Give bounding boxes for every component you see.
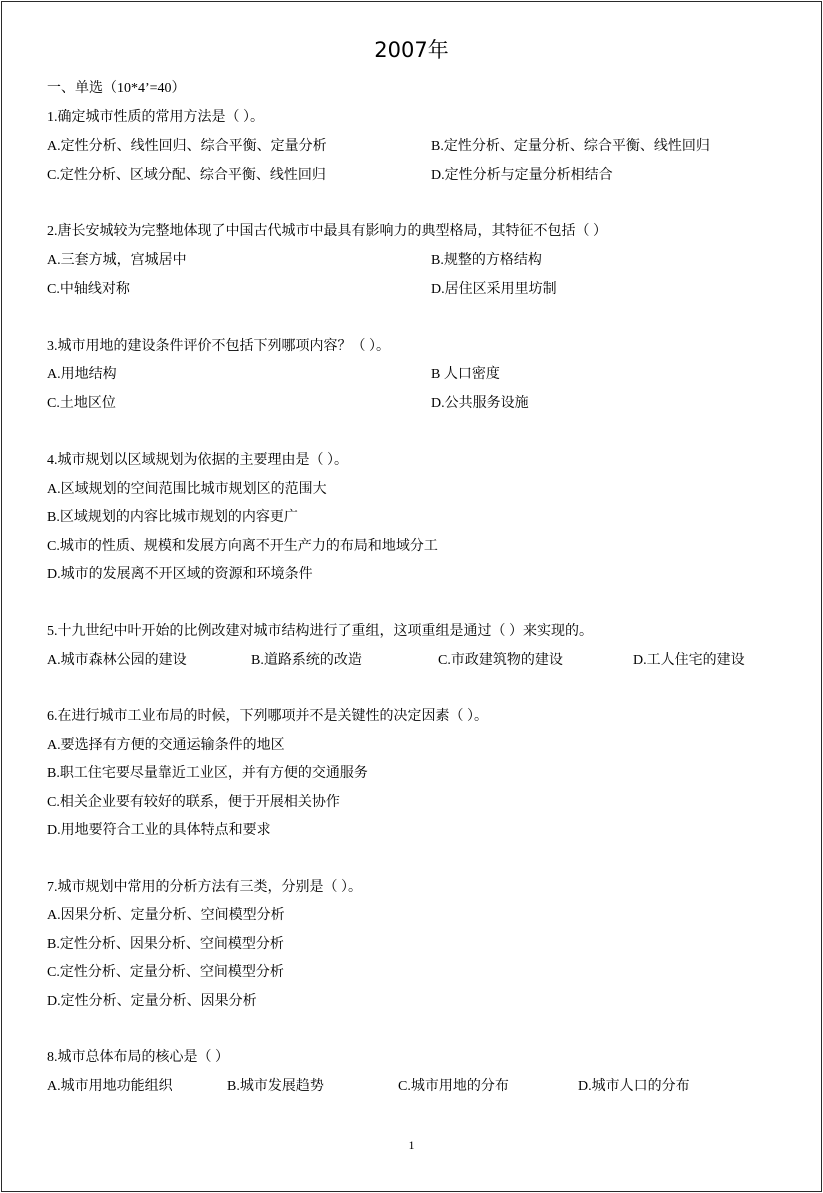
question-8-option-d: D.城市人口的分布: [578, 1079, 690, 1094]
question-8-stem: 8.城市总体布局的核心是（ ）: [47, 1050, 229, 1065]
question-2-option-b: B.规整的方格结构: [431, 253, 542, 268]
question-7-option-b: B.定性分析、因果分析、空间模型分析: [47, 937, 284, 952]
question-5-option-d: D.工人住宅的建设: [633, 653, 745, 668]
page-title: 2007年: [374, 38, 449, 62]
question-4-option-c: C.城市的性质、规模和发展方向离不开生产力的布局和地域分工: [47, 539, 438, 554]
question-5-option-b: B.道路系统的改造: [251, 653, 362, 668]
section-heading: 一、单选（10*4’=40）: [47, 81, 186, 96]
question-1-option-a: A.定性分析、线性回归、综合平衡、定量分析: [47, 139, 327, 154]
question-8-option-b: B.城市发展趋势: [227, 1079, 324, 1094]
question-7-option-a: A.因果分析、定量分析、空间模型分析: [47, 908, 285, 923]
question-7-option-c: C.定性分析、定量分析、空间模型分析: [47, 965, 284, 980]
question-1-stem: 1.确定城市性质的常用方法是（ ）。: [47, 110, 264, 125]
question-1-option-d: D.定性分析与定量分析相结合: [431, 168, 613, 183]
question-2-stem: 2.唐长安城较为完整地体现了中国古代城市中最具有影响力的典型格局，其特征不包括（ ）: [47, 224, 607, 239]
question-3-option-b: B 人口密度: [431, 367, 500, 382]
question-6-option-c: C.相关企业要有较好的联系，便于开展相关协作: [47, 795, 340, 810]
question-5-option-c: C.市政建筑物的建设: [438, 653, 563, 668]
question-2-option-d: D.居住区采用里坊制: [431, 282, 557, 297]
page-number: 1: [408, 1138, 415, 1152]
question-3-stem: 3.城市用地的建设条件评价不包括下列哪项内容？（ ）。: [47, 339, 390, 354]
question-8-option-c: C.城市用地的分布: [398, 1079, 509, 1094]
question-4-stem: 4.城市规划以区域规划为依据的主要理由是（ ）。: [47, 453, 348, 468]
question-7-stem: 7.城市规划中常用的分析方法有三类，分别是（ ）。: [47, 880, 362, 895]
question-1-option-c: C.定性分析、区域分配、综合平衡、线性回归: [47, 168, 326, 183]
question-6-option-d: D.用地要符合工业的具体特点和要求: [47, 823, 271, 838]
question-4-option-d: D.城市的发展离不开区域的资源和环境条件: [47, 567, 313, 582]
question-2-option-a: A.三套方城，宫城居中: [47, 253, 187, 268]
question-3-option-d: D.公共服务设施: [431, 396, 529, 411]
question-4-option-a: A.区域规划的空间范围比城市规划区的范围大: [47, 482, 327, 497]
question-8-option-a: A.城市用地功能组织: [47, 1079, 173, 1094]
question-5-option-a: A.城市森林公园的建设: [47, 653, 187, 668]
question-6-option-a: A.要选择有方便的交通运输条件的地区: [47, 738, 285, 753]
question-3-option-c: C.土地区位: [47, 396, 116, 411]
question-2-option-c: C.中轴线对称: [47, 282, 130, 297]
question-6-option-b: B.职工住宅要尽量靠近工业区，并有方便的交通服务: [47, 766, 368, 781]
question-5-stem: 5.十九世纪中叶开始的比例改建对城市结构进行了重组，这项重组是通过（ ）来实现的。: [47, 624, 593, 639]
question-3-option-a: A.用地结构: [47, 367, 117, 382]
question-1-option-b: B.定性分析、定量分析、综合平衡、线性回归: [431, 139, 710, 154]
question-4-option-b: B.区域规划的内容比城市规划的内容更广: [47, 510, 298, 525]
question-6-stem: 6.在进行城市工业布局的时候，下列哪项并不是关键性的决定因素（ ）。: [47, 709, 488, 724]
question-7-option-d: D.定性分析、定量分析、因果分析: [47, 994, 257, 1009]
